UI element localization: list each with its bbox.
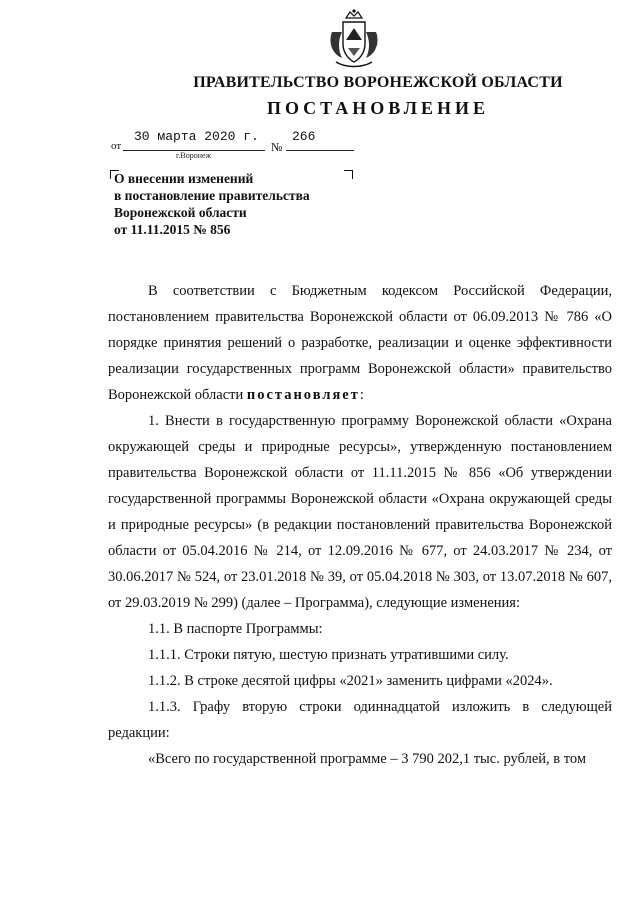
number-prefix-label: № (271, 140, 283, 154)
preamble-paragraph (108, 278, 612, 408)
resolves-word: постановляет (246, 387, 360, 403)
subject-line: О внесении изменений (114, 171, 254, 186)
subject-line: Воронежской области (114, 205, 247, 220)
coat-of-arms-icon (326, 8, 382, 70)
document-subject (114, 170, 354, 238)
item-1-1-1-paragraph: 1.1.1. Строки пятую, шестую признать утратившими силу. (148, 647, 509, 663)
item-1-1-2-paragraph: 1.1.2. В строке десятой цифры «2021» заменить цифрами «2024». (148, 673, 553, 689)
document-body (108, 278, 612, 772)
quote-start-paragraph: «Всего по государственной программе – 3 790 202,1 тыс. рублей, в том (148, 751, 587, 767)
city-label: г.Воронеж (176, 151, 212, 160)
document-date: 30 марта 2020 г. (134, 129, 259, 144)
date-prefix-label: от (111, 140, 122, 152)
document-type-title: ПОСТАНОВЛЕНИЕ (266, 98, 490, 118)
preamble-text: В соответствии с Бюджетным кодексом Российской Федерации, постановлением правительства Воронежской области от 06.09.2013 № 786 «О порядке принятия решений о разработке, реализации и оценке эффективности реализации государственных программ Воронежской области» правительство Воронежской области (108, 283, 612, 403)
item-1-paragraph: 1. Внести в государственную программу Воронежской области «Охрана окружающей среды и природные ресурсы», утвержденную постановлением правительства Воронежской области от 11.11.2015 № 856 «Об утверждении государственной программы Воронежской области «Охрана окружающей среды и природные ресурсы» (в редакции постановлений правительства Воронежской области от 05.04.2016 № 214, от 12.09.2016 № 677, от 24.03.2017 № 234, от 30.06.2017 № 524, от 23.01.2018 № 39, от 05.04.2018 № 303, от 13.07.2018 № 607, от 29.03.2019 № 299) (далее – Программа), следующие изменения: (108, 413, 612, 611)
subject-line: от 11.11.2015 № 856 (114, 222, 231, 237)
government-title: ПРАВИТЕЛЬСТВО ВОРОНЕЖСКОЙ ОБЛАСТИ (193, 74, 563, 91)
resolves-colon: : (359, 387, 364, 403)
number-underline (286, 150, 354, 151)
item-1-1-3-paragraph: 1.1.3. Графу вторую строки одиннадцатой изложить в следующей редакции: (108, 699, 612, 741)
subject-line: в постановление правительства (114, 188, 310, 203)
item-1-1-paragraph: 1.1. В паспорте Программы: (148, 621, 323, 637)
document-number: 266 (292, 129, 316, 144)
